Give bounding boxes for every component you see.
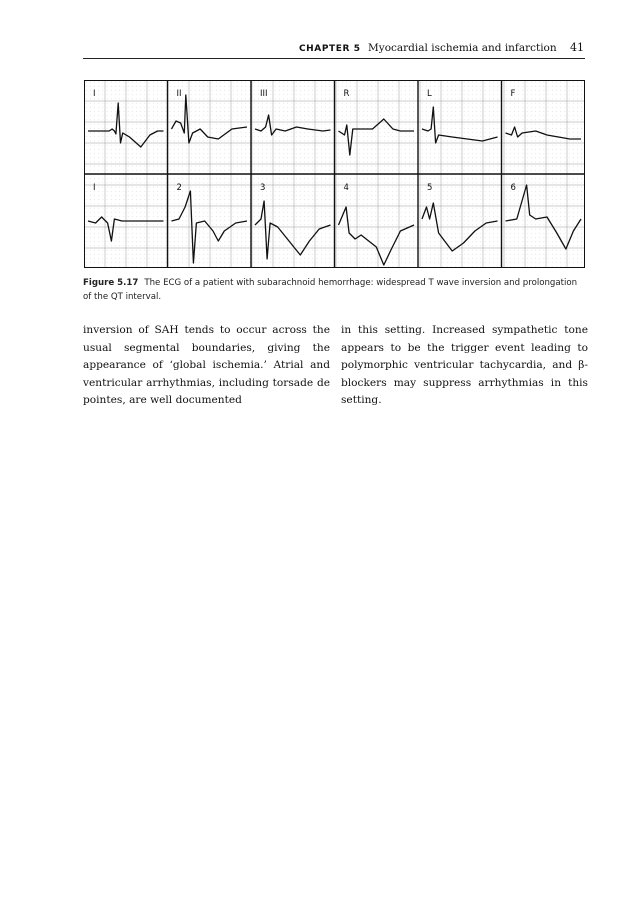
- ecg-lead-label: F: [510, 89, 516, 99]
- ecg-lead-label: I: [93, 183, 96, 193]
- ecg-lead-label: L: [427, 89, 432, 99]
- page-number: 41: [570, 41, 584, 54]
- header-rule: [83, 58, 585, 59]
- ecg-lead-label: III: [260, 89, 268, 99]
- figure-caption-label: Figure 5.17: [83, 278, 139, 288]
- chapter-label: CHAPTER 5: [298, 44, 361, 54]
- ecg-lead-label: 3: [260, 183, 266, 193]
- ecg-lead-label: I: [93, 89, 96, 99]
- ecg-strip: [84, 80, 585, 268]
- body-paragraph: in this setting. Increased sympathetic tone appears to be the trigger event leading to polymorphic ventricular tachycardia, and β-blockers may suppress arrhythmias in this setting.: [341, 324, 588, 406]
- ecg-lead-label: II: [176, 89, 182, 99]
- body-column-right: [341, 322, 588, 410]
- chapter-title: Myocardial ischemia and infarction: [368, 42, 557, 54]
- body-column-left: [83, 322, 330, 410]
- ecg-lead-label: 5: [427, 183, 433, 193]
- ecg-lead-label: 6: [510, 183, 516, 193]
- figure-caption: [83, 276, 585, 304]
- figure-caption-text: The ECG of a patient with subarachnoid hemorrhage: widespread T wave inversion and prolongation of the QT interval.: [83, 278, 578, 302]
- body-paragraph: inversion of SAH tends to occur across the usual segmental boundaries, giving the appearance of ‘global ischemia.’ Atrial and ventricular arrhythmias, including torsade de pointes, are well documented: [83, 324, 330, 406]
- ecg-lead-label: 4: [343, 183, 349, 193]
- ecg-lead-label: R: [343, 89, 350, 99]
- ecg-figure: [84, 80, 585, 268]
- ecg-lead-label: 2: [176, 183, 182, 193]
- running-header: [83, 41, 584, 57]
